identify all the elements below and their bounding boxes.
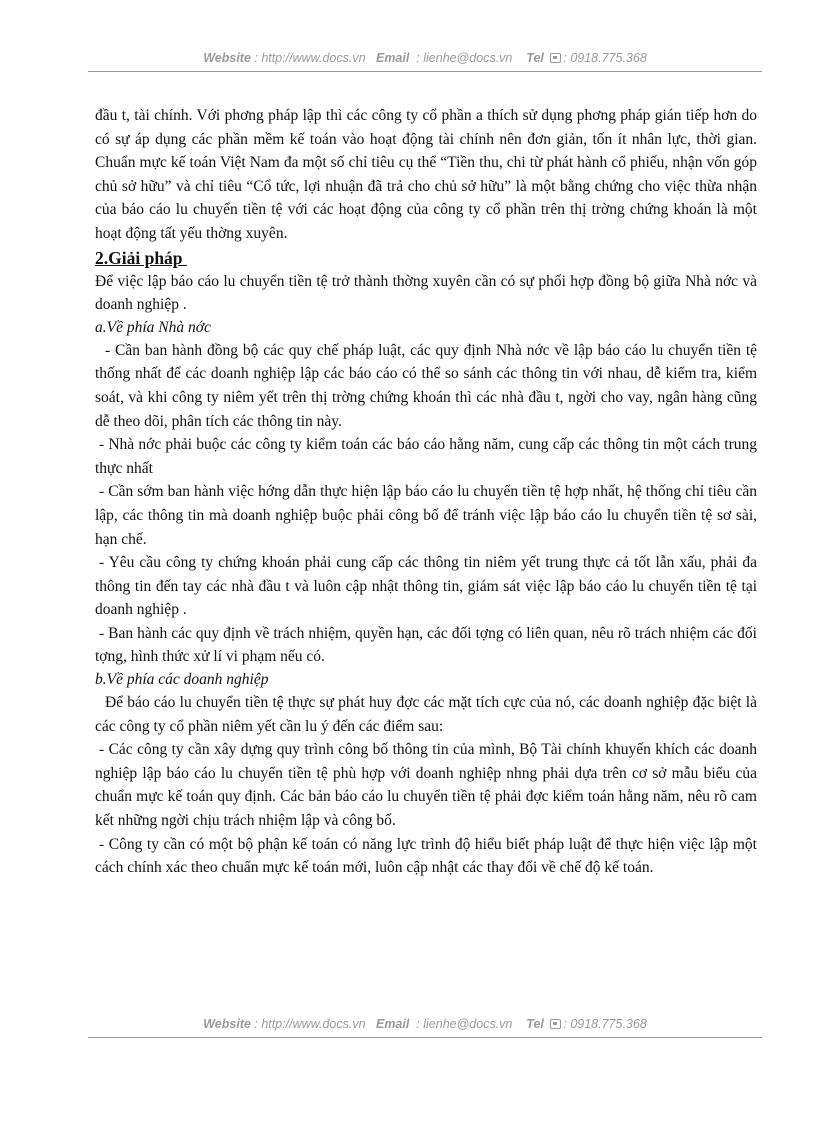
intro-paragraph: đầu t, tài chính. Với phơng pháp lập thì các công ty cổ phần a thích sử dụng phơng pháp gián tiếp hơn do có sự áp dụng các phần mềm kế toán vào hoạt động tài chính nên đơn giản, tốn ít nhân lực, thời gian. Chuẩn mực kế toán Việt Nam đa một số chỉ tiêu cụ thể “Tiền thu, chi từ phát hành cổ phiếu, nhận vốn góp chủ sở hữu” và chỉ tiêu “Cổ tức, lợi nhuận đã trả cho chủ sở hữu” là một bằng chứng cho việc thừa nhận của báo cáo lu chuyển tiền tệ với các hoạt động của công ty cổ phần trên thị trờng chứng khoán là một hoạt động tất yếu thờng xuyên. xyxy=(95,107,757,242)
a-item: - Cần ban hành đồng bộ các quy chế pháp luật, các quy định Nhà nớc về lập báo cáo lu chuyển tiền tệ thống nhất để các doanh nghiệp lập các báo cáo có thể so sánh các thông tin với nhau, dễ kiểm tra, kiểm soát, và khi công ty niêm yết trên thị trờng chứng khoán thì các nhà đầu t, ngời cho vay, ngân hàng cũng dễ theo dõi, phân tích các thông tin này. xyxy=(95,341,757,430)
b-item: - Các công ty cần xây dựng quy trình công bố thông tin của mình, Bộ Tài chính khuyến khích các doanh nghiệp lập báo cáo lu chuyển tiền tệ phù hợp với doanh nghiệp nhng phải dựa trên cơ sở mẫu biểu của chuẩn mực kế toán quy định. Các bản báo cáo lu chuyển tiền tệ phải đợc kiểm toán hằng năm, nêu rõ cam kết những ngời chịu trách nhiệm lập và công bố. xyxy=(95,741,757,830)
b-item: - Công ty cần có một bộ phận kế toán có năng lực trình độ hiểu biết pháp luật để thực hiện việc lập một cách chính xác theo chuẩn mực kế toán mới, luôn cập nhật các thay đổi về chế độ kế toán. xyxy=(95,835,757,877)
footer-tel-label: Tel xyxy=(526,1017,544,1031)
email-value: : lienhe@docs.vn xyxy=(416,51,513,65)
page-footer xyxy=(88,1017,762,1038)
b-intro-paragraph: Để báo cáo lu chuyển tiền tệ thực sự phát huy đợc các mặt tích cực của nó, các doanh nghiệp đặc biệt là các công ty cổ phần niêm yết cần lu ý đến các điểm sau: xyxy=(95,694,757,735)
phone-icon xyxy=(550,1019,561,1029)
footer-email-value: : lienhe@docs.vn xyxy=(416,1017,513,1031)
subsection-b-title: b.Về phía các doanh nghiệp xyxy=(95,671,269,689)
email-label: Email xyxy=(375,51,410,65)
a-item: - Cần sớm ban hành việc hớng dẫn thực hiện lập báo cáo lu chuyển tiền tệ hợp nhất, hệ thống chỉ tiêu cần lập, các thông tin mà doanh nghiệp buộc phải công bố để tránh việc lập báo cáo lu chuyển tiền tệ sơ sài, hạn chế. xyxy=(95,483,757,548)
page-header xyxy=(88,51,762,72)
website-label: Website xyxy=(203,51,251,65)
section-title-text: 2.Giải pháp xyxy=(95,247,187,268)
tel-label: Tel xyxy=(526,51,544,65)
section-title xyxy=(95,246,757,270)
footer-tel-value: : 0918.775.368 xyxy=(563,1017,647,1031)
a-item: - Ban hành các quy định về trách nhiệm, quyền hạn, các đối tợng có liên quan, nêu rõ trách nhiệm các đối tợng, hình thức xử lí vi phạm nếu có. xyxy=(95,624,757,666)
a-item: - Nhà nớc phải buộc các công ty kiểm toán các báo cáo hằng năm, cung cấp các thông tin một cách trung thực nhất xyxy=(95,436,757,477)
footer-website-label: Website xyxy=(203,1017,251,1031)
website-value: : http://www.docs.vn xyxy=(254,51,366,65)
a-item: - Yêu cầu công ty chứng khoán phải cung cấp các thông tin niêm yết trung thực cả tốt lẫn xấu, phải đa thông tin đến tay các nhà đầu t và luôn cập nhật thông tin, giám sát việc lập báo cáo lu chuyển tiền tệ tại doanh nghiệp . xyxy=(95,554,757,619)
phone-icon xyxy=(550,53,561,63)
subsection-a-title: a.Về phía Nhà nớc xyxy=(95,318,211,336)
section-intro-paragraph: Để việc lập báo cáo lu chuyển tiền tệ trở thành thờng xuyên cần có sự phối hợp đồng bộ giữa Nhà nớc và doanh nghiệp . xyxy=(95,272,757,314)
document-body xyxy=(95,104,757,880)
footer-website-value: : http://www.docs.vn xyxy=(254,1017,366,1031)
footer-email-label: Email xyxy=(375,1017,410,1031)
tel-value: : 0918.775.368 xyxy=(563,51,647,65)
